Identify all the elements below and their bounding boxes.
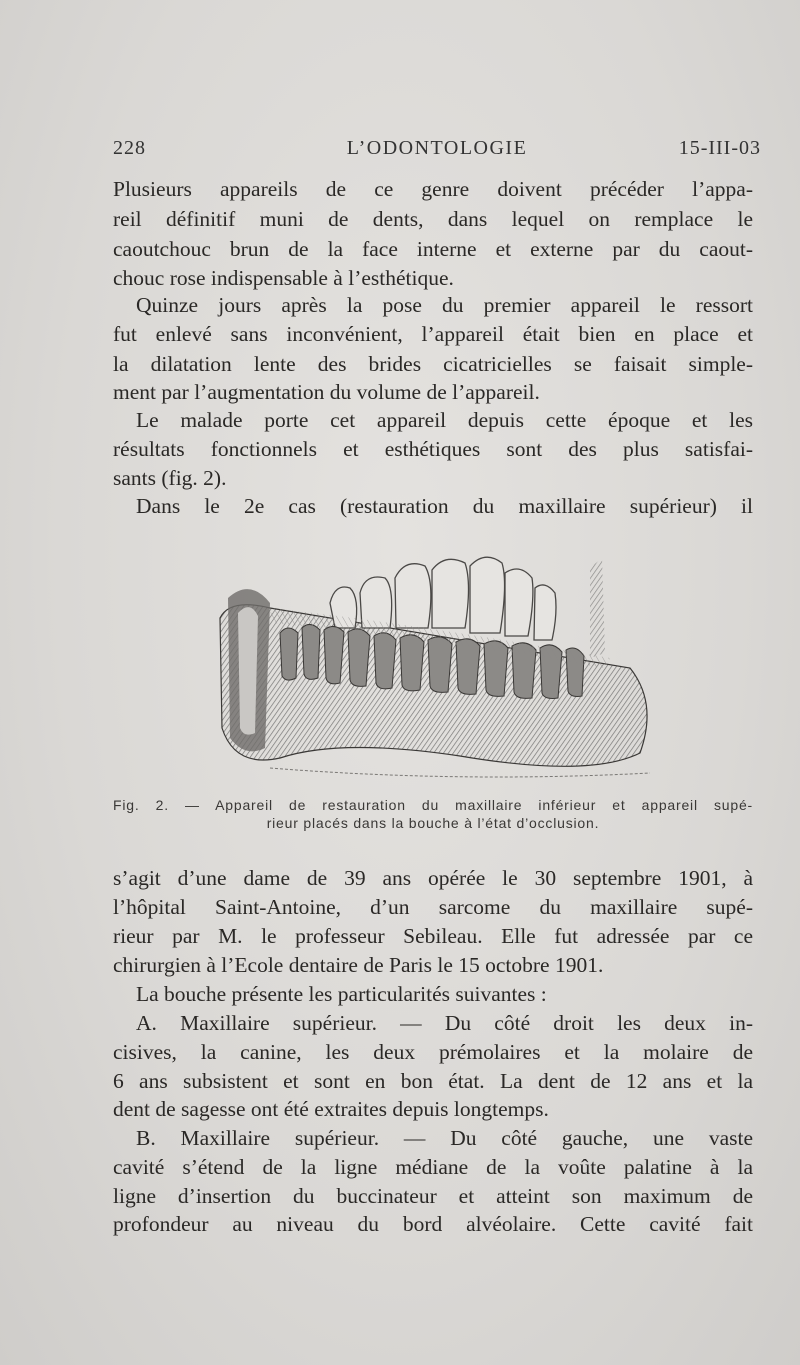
- paragraph-line: chirurgien à l’Ecole dentaire de Paris le 15 octobre 1901.: [113, 953, 604, 977]
- paragraph-line: résultats fonctionnels et esthétiques sont des plus satisfai-: [113, 437, 753, 461]
- running-head: [113, 137, 761, 165]
- paragraph-line: l’hôpital Saint-Antoine, d’un sarcome du maxillaire supé-: [113, 895, 753, 919]
- page-number: 228: [113, 137, 146, 159]
- figure-caption: rieur placés dans la bouche à l’état d’occlusion.: [266, 815, 600, 831]
- paragraph-line: 6 ans subsistent et sont en bon état. La dent de 12 ans et la: [113, 1069, 753, 1093]
- paragraph-line: cisives, la canine, les deux prémolaires et la molaire de: [113, 1040, 753, 1064]
- paragraph-line: sants (fig. 2).: [113, 466, 227, 490]
- paragraph-line: dent de sagesse ont été extraites depuis longtemps.: [113, 1097, 549, 1121]
- paragraph-line: cavité s’étend de la ligne médiane de la voûte palatine à la: [113, 1155, 753, 1179]
- paragraph-line: Plusieurs appareils de ce genre doivent précéder l’appa-: [113, 177, 753, 201]
- dental-prosthesis-icon: [210, 528, 660, 788]
- paragraph-line: reil définitif muni de dents, dans lequel on remplace le: [113, 207, 753, 231]
- paragraph-line: Le malade porte cet appareil depuis cette époque et les: [136, 408, 753, 432]
- journal-title: L’ODONTOLOGIE: [346, 137, 528, 159]
- paragraph-line: A. Maxillaire supérieur. — Du côté droit les deux in-: [136, 1011, 753, 1035]
- paragraph-line: fut enlevé sans inconvénient, l’appareil était bien en place et: [113, 322, 753, 346]
- dental-prosthesis-illustration: [210, 528, 660, 788]
- paragraph-line: ligne d’insertion du buccinateur et atteint son maximum de: [113, 1184, 753, 1208]
- paragraph-line: profondeur au niveau du bord alvéolaire. Cette cavité fait: [113, 1212, 753, 1236]
- paragraph-line: caoutchouc brun de la face interne et externe par du caout-: [113, 237, 753, 261]
- paragraph-line: chouc rose indispensable à l’esthétique.: [113, 266, 454, 290]
- paragraph-line: la dilatation lente des brides cicatricielles se faisait simple-: [113, 352, 753, 376]
- issue-date: 15-III-03: [678, 137, 761, 159]
- figure-caption: Fig. 2. — Appareil de restauration du maxillaire inférieur et appareil supé-: [113, 797, 753, 813]
- paragraph-line: rieur par M. le professeur Sebileau. Elle fut adressée par ce: [113, 924, 753, 948]
- paragraph-line: B. Maxillaire supérieur. — Du côté gauche, une vaste: [136, 1126, 753, 1150]
- paragraph-line: Dans le 2e cas (restauration du maxillaire supérieur) il: [136, 494, 753, 518]
- paragraph-line: s’agit d’une dame de 39 ans opérée le 30 septembre 1901, à: [113, 866, 753, 890]
- paragraph-line: ment par l’augmentation du volume de l’appareil.: [113, 380, 540, 404]
- paragraph-line: Quinze jours après la pose du premier appareil le ressort: [136, 293, 753, 317]
- paragraph-line: La bouche présente les particularités suivantes :: [136, 982, 547, 1006]
